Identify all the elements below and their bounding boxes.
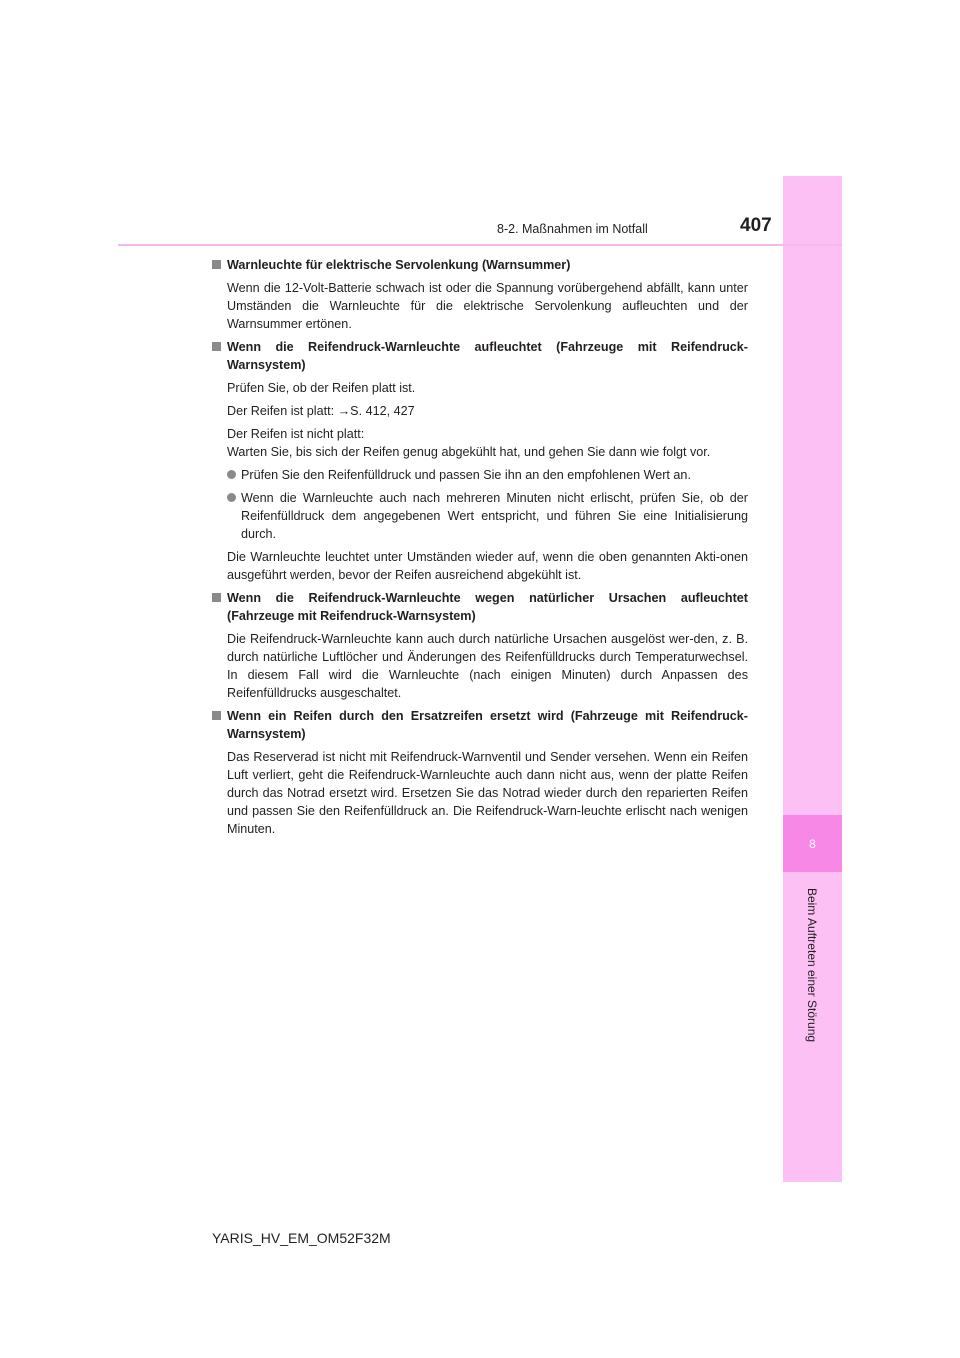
paragraph: Das Reserverad ist nicht mit Reifendruck-Warnventil und Sender versehen. Wenn ein Reifen Luft verliert, geht die Reifendruck-Warnleuchte auch dann nicht aus, wenn der platte Reifen durch das Notrad ersetzt wird. Ersetzen Sie das Notrad wieder durch den reparierten Reifen und passen Sie den Reifenfülldruck an. Die Reifendruck-Warn-leuchte erlischt nach wenigen Minuten.: [227, 750, 748, 836]
circle-bullet-icon: [227, 493, 236, 502]
square-bullet-icon: [212, 711, 221, 720]
square-bullet-icon: [212, 342, 221, 351]
paragraph: Warten Sie, bis sich der Reifen genug abgekühlt hat, und gehen Sie dann wie folgt vor.: [227, 445, 711, 459]
paragraph: Der Reifen ist nicht platt:: [227, 427, 365, 441]
page-content: [210, 256, 748, 843]
section-heading: Wenn ein Reifen durch den Ersatzreifen ersetzt wird (Fahrzeuge mit Reifendruck-Warnsystem): [210, 707, 748, 743]
paragraph: Wenn die 12-Volt-Batterie schwach ist oder die Spannung vorübergehend abfällt, kann unter Umständen die Warnleuchte für die elektrische Servolenkung aufleuchten und der Warnsummer ertönen.: [227, 281, 748, 331]
paragraph: Die Warnleuchte leuchtet unter Umständen wieder auf, wenn die oben genannten Akti-onen ausgeführt werden, bevor der Reifen ausreichend abgekühlt ist.: [227, 550, 748, 582]
section-header: 8-2. Maßnahmen im Notfall: [497, 222, 648, 236]
list-item: Prüfen Sie den Reifenfülldruck und passen Sie ihn an den empfohlenen Wert an.: [210, 466, 748, 484]
header-rule: [118, 244, 842, 246]
section-heading: Wenn die Reifendruck-Warnleuchte wegen natürlicher Ursachen aufleuchtet (Fahrzeuge mit Reifendruck-Warnsystem): [210, 589, 748, 625]
circle-bullet-icon: [227, 470, 236, 479]
paragraph: Prüfen Sie, ob der Reifen platt ist.: [227, 381, 416, 395]
document-code: YARIS_HV_EM_OM52F32M: [212, 1230, 391, 1246]
section-heading: Wenn die Reifendruck-Warnleuchte aufleuchtet (Fahrzeuge mit Reifendruck-Warnsystem): [210, 338, 748, 374]
section-heading: Warnleuchte für elektrische Servolenkung (Warnsummer): [210, 256, 748, 274]
square-bullet-icon: [212, 593, 221, 602]
paragraph: Die Reifendruck-Warnleuchte kann auch durch natürliche Ursachen ausgelöst wer-den, z. B. durch natürliche Luftlöcher und Änderungen des Reifenfülldrucks durch Temperaturwechsel. In diesem Fall wird die Warnleuchte (nach einigen Minuten) durch Anpassen des Reifenfülldrucks ausgeschaltet.: [227, 632, 748, 700]
square-bullet-icon: [212, 260, 221, 269]
chapter-number-box: [783, 815, 842, 872]
list-item: Wenn die Warnleuchte auch nach mehreren Minuten nicht erlischt, prüfen Sie, ob der Reifenfülldruck dem angegebenen Wert entspricht, und führen Sie eine Initialisierung durch.: [210, 489, 748, 543]
page-number: 407: [740, 215, 772, 236]
page-reference: Der Reifen ist platt: →S. 412, 427: [227, 404, 415, 418]
chapter-title: Beim Auftreten einer Störung: [805, 887, 819, 1043]
chapter-number: 8: [809, 836, 816, 851]
